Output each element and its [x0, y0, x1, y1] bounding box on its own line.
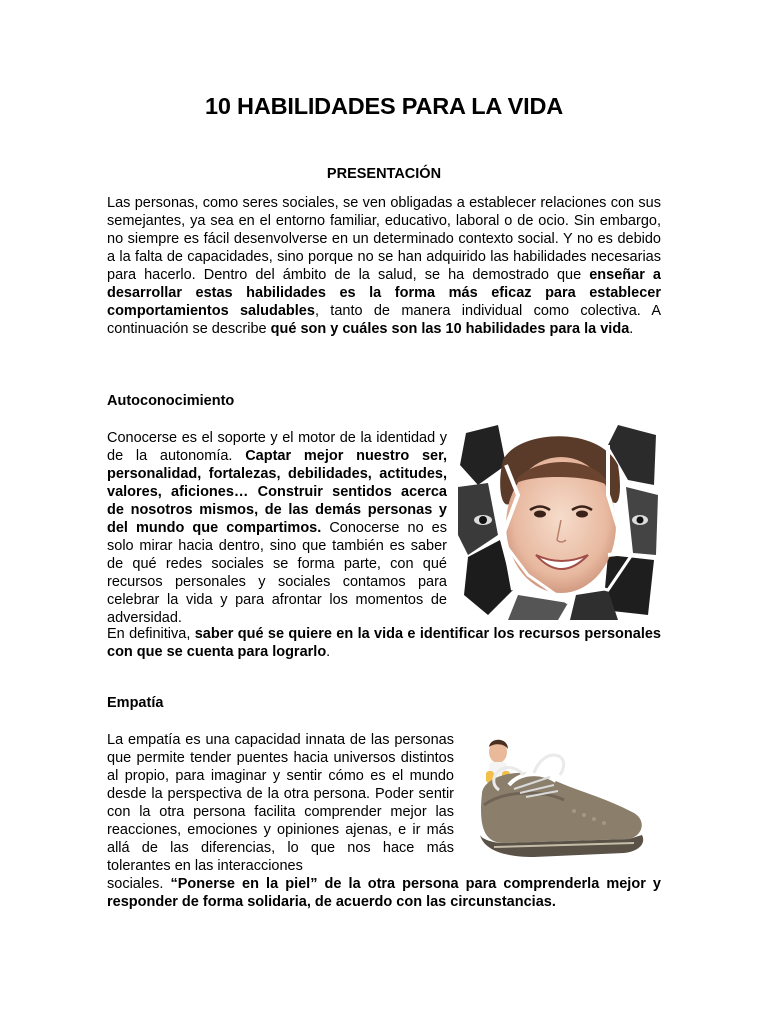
intro-paragraph: [107, 194, 661, 338]
emp-text-2: sociales.: [107, 876, 171, 892]
heading-empatia: Empatía: [107, 695, 164, 711]
auto-text-4: .: [326, 644, 331, 660]
intro-bold-1: enseñar a desarrollar estas habilidades es la forma más eficaz para establecer comportamientos saludables: [107, 267, 661, 319]
emp-bold-1: “Ponerse en la piel” de la otra persona para comprenderla mejor y responder de forma solidaria, de acuerdo con las circunstancias.: [107, 876, 661, 910]
auto-bold-2: saber qué se quiere en la vida e identificar los recursos personales con que se cuenta para lograrlo: [107, 626, 661, 660]
autoconocimiento-paragraph: [107, 429, 447, 627]
document-title: 10 HABILIDADES PARA LA VIDA: [204, 93, 563, 119]
heading-autoconocimiento: Autoconocimiento: [107, 393, 235, 409]
intro-text-2: , tanto de manera individual como colectiva. A continuación se describe: [107, 303, 662, 337]
girl-in-shoe-image: [464, 735, 649, 865]
intro-bold-2: qué son y cuáles son las 10 habilidades para la vida: [270, 321, 630, 337]
auto-text-3: En definitiva,: [107, 626, 195, 642]
intro-text-3: .: [629, 321, 634, 337]
shattered-face-collage-image: [458, 425, 658, 620]
auto-text-1: Conocerse es el soporte y el motor de la identidad y de la autonomía.: [107, 430, 447, 464]
auto-text-2: Conocerse no es solo mirar hacia dentro, sino que también es saber de qué redes sociales se forma parte, con qué recursos personales y sociales contamos para celebrar la vida y para afrontar los momentos de adversidad.: [107, 520, 447, 626]
empatia-paragraph: La empatía es una capacidad innata de las personas que permite tender puentes hacia universos distintos al propio, para imaginar y sentir cómo es el mundo desde la perspectiva de la otra persona. Poder sentir con la otra persona facilita comprender mejor las reacciones, emociones y opiniones ajenas, e ir más allá de las diferencias, lo que nos hace más tolerantes en las interacciones: [107, 732, 454, 874]
section-title-presentacion: PRESENTACIÓN: [326, 166, 442, 182]
intro-text-1: Las personas, como seres sociales, se ven obligadas a establecer relaciones con sus semejantes, ya sea en el entorno familiar, educativo, laboral o de ocio. Sin embargo, no siempre es fácil desenvolverse en un determinado contexto social. Y no es debido a la falta de capacidades, sino porque no se han adquirido las habilidades necesarias para hacerlo. Dentro del ámbito de la salud, se ha demostrado que: [107, 195, 661, 283]
empatia-conclusion: [107, 875, 661, 911]
auto-bold-1: Captar mejor nuestro ser, personalidad, fortalezas, debilidades, actitudes, valores, aficiones… Construir sentidos acerca de nosotros mismos, de las demás personas y del mundo que compartimos.: [107, 448, 447, 536]
autoconocimiento-conclusion: [107, 625, 661, 661]
